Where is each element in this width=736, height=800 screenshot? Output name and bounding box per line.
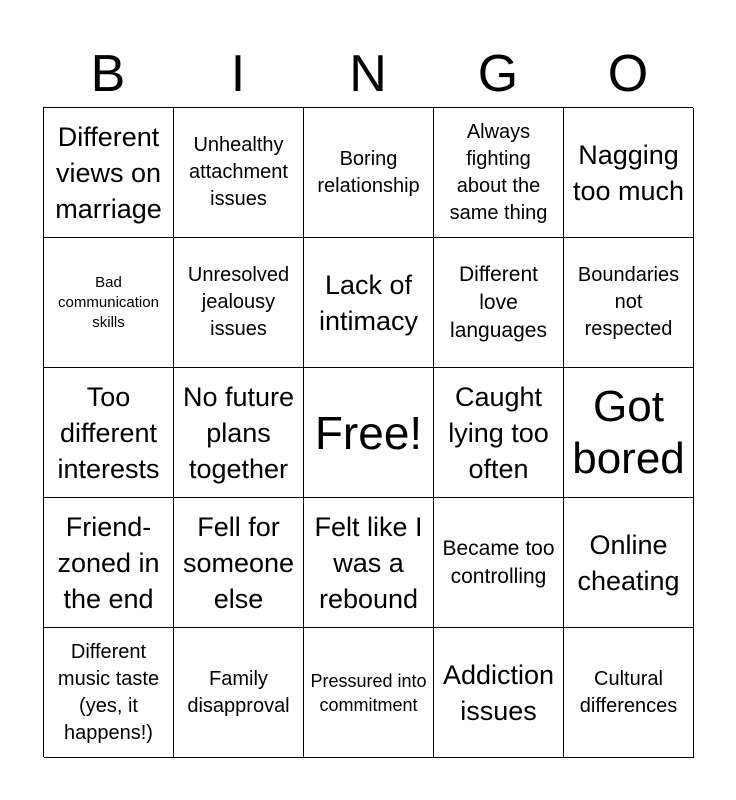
cell-text: Always fighting about the same thing	[449, 120, 548, 224]
cell-text: Fell for someone else	[182, 511, 295, 614]
bingo-cell-r4-c3[interactable]	[304, 498, 434, 628]
bingo-cell-r1-c4[interactable]	[434, 108, 564, 238]
bingo-cell-r1-c1[interactable]	[44, 108, 174, 238]
bingo-header	[43, 40, 693, 108]
bingo-cell-r5-c4[interactable]	[434, 628, 564, 758]
cell-text: Unhealthy attachment issues	[189, 134, 288, 210]
bingo-cell-r5-c2[interactable]	[174, 628, 304, 758]
header-letter-g: G	[477, 45, 519, 103]
bingo-cell-r1-c5[interactable]	[564, 108, 694, 238]
cell-text: Different views on marriage	[55, 121, 162, 224]
cell-text: Became too controlling	[442, 536, 555, 588]
bingo-cell-r5-c1[interactable]	[44, 628, 174, 758]
cell-text: Boundaries not respected	[577, 264, 680, 340]
cell-text: Different music taste (yes, it happens!)	[57, 640, 160, 744]
bingo-cell-r1-c2[interactable]	[174, 108, 304, 238]
cell-text: Unresolved jealousy issues	[187, 264, 290, 340]
cell-text: Nagging too much	[572, 139, 685, 206]
bingo-cell-r2-c1[interactable]	[44, 238, 174, 368]
bingo-cell-free[interactable]	[304, 368, 434, 498]
cell-text: Too different interests	[57, 381, 160, 484]
bingo-cell-r2-c3[interactable]	[304, 238, 434, 368]
cell-text: Got bored	[572, 381, 685, 483]
cell-text: Family disapproval	[187, 667, 290, 717]
bingo-cell-r2-c2[interactable]	[174, 238, 304, 368]
cell-text: Cultural differences	[579, 667, 678, 717]
bingo-cell-r4-c2[interactable]	[174, 498, 304, 628]
bingo-grid	[43, 107, 693, 757]
header-letter-i: I	[230, 45, 246, 103]
bingo-cell-r4-c4[interactable]	[434, 498, 564, 628]
bingo-cell-r1-c3[interactable]	[304, 108, 434, 238]
cell-text: Pressured into commitment	[310, 670, 427, 715]
bingo-cell-r3-c4[interactable]	[434, 368, 564, 498]
bingo-cell-r2-c5[interactable]	[564, 238, 694, 368]
bingo-cell-r5-c5[interactable]	[564, 628, 694, 758]
cell-text: Free!	[314, 406, 423, 459]
cell-text: Friend-zoned in the end	[57, 511, 160, 614]
cell-text: Caught lying too often	[448, 381, 549, 484]
cell-text: Boring relationship	[317, 147, 420, 197]
bingo-cell-r3-c5[interactable]	[564, 368, 694, 498]
header-letter-o: O	[607, 45, 649, 103]
bingo-cell-r4-c5[interactable]	[564, 498, 694, 628]
bingo-cell-r3-c2[interactable]	[174, 368, 304, 498]
header-letter-b: B	[90, 45, 126, 103]
bingo-cell-r3-c1[interactable]	[44, 368, 174, 498]
cell-text: Lack of intimacy	[318, 269, 419, 336]
bingo-cell-r5-c3[interactable]	[304, 628, 434, 758]
cell-text: Different love languages	[450, 262, 547, 342]
cell-text: Addiction issues	[442, 659, 555, 726]
cell-text: Online cheating	[577, 529, 680, 596]
bingo-cell-r2-c4[interactable]	[434, 238, 564, 368]
cell-text: Bad communication skills	[58, 273, 159, 331]
bingo-cell-r4-c1[interactable]	[44, 498, 174, 628]
header-letter-n: N	[349, 45, 387, 103]
cell-text: No future plans together	[182, 381, 295, 484]
cell-text: Felt like I was a rebound	[314, 511, 423, 614]
